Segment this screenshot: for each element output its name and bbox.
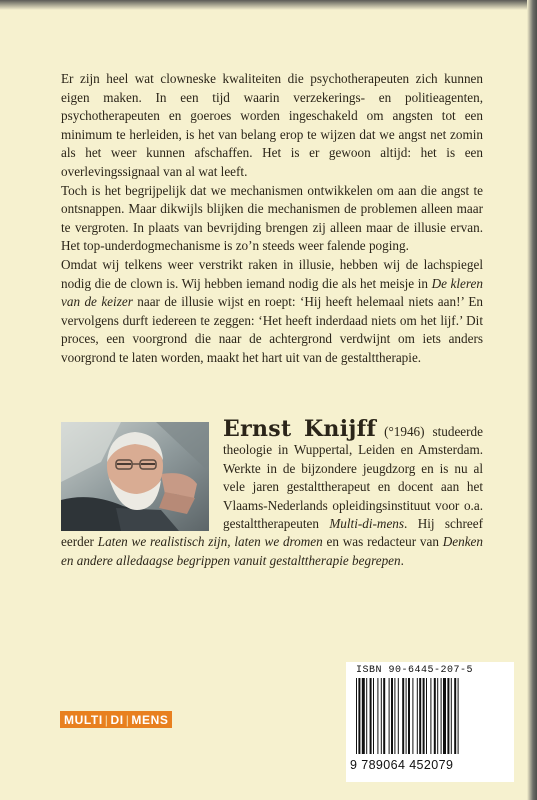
blurb-text — [61, 70, 483, 368]
ean-number: 9 789064 452079 — [350, 758, 454, 772]
bio-text-a: (°1946) studeerde theologie in Wuppertal, Leiden en Amsterdam. Werkte in de bijzondere jeugdzorg en is nu al vele jaren gestalttherapeut en docent aan het Vlaams-Nederlands opleidingsinstituut voor o.a. gestalttherapeuten — [223, 424, 483, 532]
logo-part-mens: MENS — [131, 712, 169, 727]
institute-name: Multi-di-mens — [329, 516, 405, 532]
barcode-label — [346, 662, 514, 782]
logo-separator-1: | — [104, 712, 109, 727]
bio-text-d: . — [400, 552, 404, 568]
edited-book-title: Denken en andere alledaagse begrippen vanuit gestalttherapie begrepen — [61, 534, 484, 568]
earlier-book-title: Laten we realistisch zijn, laten we dromen — [97, 534, 323, 550]
fairy-tale-title: De kleren van de keizer — [61, 275, 483, 310]
logo-part-multi: MULTI — [64, 712, 103, 727]
top-edge-shadow — [0, 0, 537, 10]
bio-text-c: en was redacteur van — [322, 534, 443, 550]
publisher-logo — [60, 711, 172, 728]
blurb-paragraph-2: Toch is het begrijpelijk dat we mechanismen ontwikkelen om aan die angst te ontsnappen. Maar dikwijls blijken die mechanismen de problemen alleen maar te vergroten. In plaats van bevrijding brengen zij alleen maar de illusie ervan. Het top-underdogmechanisme is zo’n steeds weer falende poging. — [61, 182, 483, 254]
author-name: Ernst Knijff — [223, 416, 377, 442]
bio-text-b: . Hij schreef eerder — [61, 516, 483, 550]
photo-spacer — [61, 420, 213, 532]
blurb-paragraph-3-text-b: naar de illusie wijst en roept: ‘Hij heeft helemaal niets aan!’ En vervolgens durft iedereen te zeggen: ‘Het heeft inderdaad niets om het lijf.’ Dit proces, een voorgrond die naar de achtergrond verdwijnt om iets anders voorgrond te laten worden, maakt het hart uit van de gestalttherapie. — [61, 294, 483, 365]
blurb-paragraph-3-text-a: Omdat wij telkens weer verstrikt raken in illusie, hebben wij de lachspiegel nodig die de clown is. Wij hebben iemand nodig die als het meisje in — [61, 256, 483, 291]
spine-edge-shadow — [527, 0, 537, 800]
blurb-paragraph-1: Er zijn heel wat clowneske kwaliteiten die psychotherapeuten zich kunnen eigen maken. In een tijd waarin verzekerings- en politieagenten, psychotherapeuten en goeroes worden ingeschakeld om angsten tot een minimum te herleiden, is het van belang erop te wijzen dat we angst net zomin als het weer kunnen afschaffen. Het is er gewoon altijd: het is een overlevingssignaal van al wat leeft. — [61, 71, 483, 179]
author-bio — [61, 416, 484, 570]
isbn-number: ISBN 90-6445-207-5 — [356, 665, 474, 676]
blurb-paragraph-3 — [61, 256, 483, 368]
logo-part-di: DI — [110, 712, 124, 727]
logo-separator-2: | — [125, 712, 130, 727]
barcode-image — [354, 678, 506, 758]
